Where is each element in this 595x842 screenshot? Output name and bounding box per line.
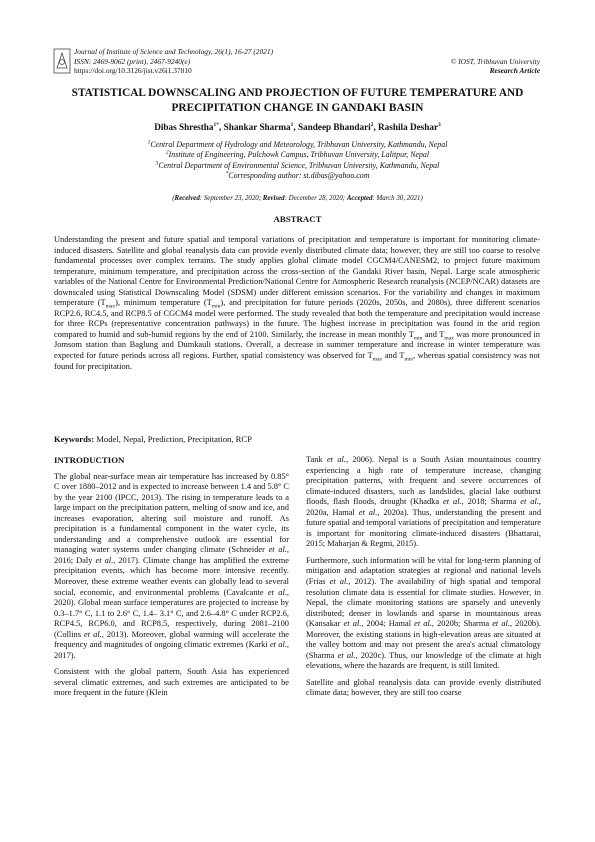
abstract-body — [54, 235, 540, 372]
journal-doi[interactable]: https://doi.org/10.3126/jist.v26i1.37810 — [74, 66, 192, 76]
received-date: September 23, 2020 — [203, 195, 259, 202]
copyright: © IOST, Tribhuvan University — [450, 56, 540, 66]
text-run: , 2017). — [54, 640, 290, 660]
text-run: , 2018; Sharma — [461, 497, 521, 507]
affiliation — [57, 140, 538, 150]
text-run: , 2004; Hamal — [361, 619, 415, 629]
revised-label: Revised — [262, 195, 285, 202]
etal: et al. — [329, 577, 349, 587]
affiliation — [57, 161, 538, 171]
text-run: , 2020c). Thus, our knowledge of the climate at high elevations, where the hazards are frequent, is still limited. — [306, 650, 542, 671]
right-column — [306, 455, 541, 705]
subscript-min: min — [404, 356, 414, 363]
body-paragraph — [306, 556, 541, 672]
affiliation-mark: 2 — [165, 149, 169, 156]
etal: et al. — [343, 619, 362, 629]
body-paragraph — [306, 455, 541, 550]
author-affil-mark: 2 — [370, 121, 374, 128]
received-label: Received — [174, 195, 200, 202]
affiliation-text: Institute of Engineering, Pulchowk Campus, Tribhuvan University, Lalitpur, Nepal — [168, 150, 430, 160]
article-dates: (Received: September 23, 2020; Revised: December 28, 2020; Accepted: March 30, 2021) — [172, 195, 423, 202]
text-run: , 2020a, Hamal — [306, 497, 542, 517]
abstract-text: Understanding the present and future spatial and temporal variations of precipitation and temperature is important for monitoring climate-induced disasters. Satellite and global reanalysis data can provide evenly distributed climate data; however, they are still too coarse to resolve fundamental processes over complex terrains. The study applies global climate model CGCM4/CANESM2, to project future maximum temperature, minimum temperature, and precipitation across the cross-section of the Gandaki River basin, Nepal. Large scale atmospheric variables of the National Centre for Environmental Prediction/National Centre for Atmospheric Research reanalysis (NCEP/NCAR) datasets are downscaled using Statistical Downscaling Model (SDSM) under different emission scenarios. For the variability and changes in maximum temperature (T — [54, 235, 540, 308]
etal: et al. — [95, 555, 114, 565]
text-run: , 2006). Nepal is a South Asian mountainous country experiencing a high rate of temperature increase, changing precipitation patterns, with frequent and severe occurrences of climate-induced disasters, such as landslides, glacial lake outburst floods, flash floods, drought (Khadka — [306, 455, 542, 507]
etal: et al. — [337, 650, 356, 660]
left-column — [54, 455, 289, 705]
abstract-text: and T — [382, 351, 405, 361]
subscript-max: max — [444, 335, 454, 342]
affiliation-text: Central Department of Hydrology and Meteorology, Tribhuvan University, Kathmandu, Nepal — [150, 140, 448, 149]
text-run: Furthermore, such information will be vital for long-term planning of mitigation and adaptation strategies at regional and national levels (Frias — [306, 555, 541, 587]
author-name: Shankar Sharma — [223, 122, 291, 132]
keywords-list: Model, Nepal, Prediction, Precipitation, RCP — [94, 434, 252, 444]
introduction-heading: INTRODUCTION — [54, 455, 125, 465]
text-run: , 2017). Climate change has amplified the extreme precipitation events, which has become more intensive recently. Moreover, these extreme weather events can globally lead to several social, economic, and environmental problems (Cavalcante — [54, 555, 290, 597]
journal-volume: , 26(1), 16-27 (2021) — [210, 47, 274, 56]
text-run: , 2020b; Sharma — [431, 619, 493, 629]
text-run: , 2020a). Thus, understanding the present and future spatial and temporal variations of precipitation and temperature is important for monitoring climate-induced disasters (Bhattarai, 2015; Maharjan & Regmi, 2015). — [306, 507, 542, 549]
author-name: Rashila Deshar — [378, 122, 439, 132]
abstract-text: ), and precipitation for future periods (2020s, 2050s, and 2080s), three different scenarios RCP2.6, RC4.5, and RCP8.5 of CGCM4 model were performed. The study revealed that both the temperature and precipitation would increase for three RCPs (representative concentration pathways) in the future. The highest increase in precipitation was found in the arid region compared to humid and sub-humid regions by the end of 2100. Similarly, the increase in mean monthly T — [54, 298, 540, 339]
accepted-label: Accepted — [346, 195, 373, 202]
etal: et al. — [84, 629, 102, 639]
subscript-max: max — [105, 303, 116, 310]
text-run: Tank — [306, 455, 327, 464]
affiliations — [57, 140, 538, 182]
journal-name: Journal of Institute of Science and Technology — [74, 47, 211, 56]
etal: et al. — [492, 619, 510, 629]
body-paragraph — [54, 472, 289, 662]
subscript-min: min — [413, 335, 423, 342]
author-affil-mark: 1* — [213, 121, 220, 128]
abstract-text: ), minimum temperature (T — [115, 298, 212, 308]
etal: et al. — [520, 497, 539, 507]
text-run: , 2020b). Moreover, the existing stations in high-elevation areas are situated at the valley bottom and may not present the area's actual climatology (Sharma — [306, 619, 541, 660]
article-type: Research Article — [489, 66, 540, 76]
abstract-text: was more pronounced in Jomsom station than Baglung and Dumkauli stations. Overall, a decrease in summer temperature and increase in winter temperature was expected for future periods across all regions. Further, spatial consistency was observed for T — [54, 329, 540, 361]
affiliation-text: Central Department of Environmental Science, Tribhuvan University, Kathmandu, Nepal — [158, 160, 440, 170]
affiliation-mark: * — [225, 170, 229, 177]
etal: et al. — [326, 455, 346, 464]
revised-date: December 28, 2020 — [288, 195, 343, 202]
journal-header-right — [340, 57, 540, 76]
affiliation-mark: 3 — [155, 160, 159, 167]
author-name: Sandeep Bhandari — [297, 122, 371, 132]
subscript-min: min — [211, 303, 221, 310]
abstract-heading: ABSTRACT — [273, 214, 322, 224]
etal: et al. — [267, 587, 287, 597]
abstract-text: and T — [422, 329, 445, 339]
body-paragraph: Consistent with the global pattern, South Asia has experienced several climatic extremes, and such extremes are anticipated to be more frequent in the future (Klein — [54, 667, 289, 698]
author-list: Dibas Shrestha$^{1*}$, Shankar Sharma$^1$, Sandeep Bhandari$^2$, Rashila Deshar$^3$ — [154, 121, 441, 132]
keywords — [54, 434, 540, 444]
accepted-date: March 30, 2021 — [376, 195, 421, 202]
text-run: The global near-surface mean air temperature has increased by 0.85° C over 1880–2012 and is expected to increase between 1.4 and 5.8° C by the year 2100 (IPCC, 2013). The rising in temperature leads to a large impact on the precipitation pattern, melting of snow and ice, and increases evaporation, altering soil moisture and runoff. As precipitation is a fundamental component in the water cycle, its understanding and a comprehensive outlook are essential for managing water systems under changing climate (Schneider — [54, 471, 289, 555]
text-run: , 2013). Moreover, global warming will accelerate the frequency and magnitudes of ongoing climatic extremes (Karki — [54, 629, 289, 650]
etal: et al. — [269, 640, 287, 650]
journal-header-left — [74, 47, 374, 76]
affiliation — [57, 150, 538, 160]
etal: et al. — [414, 619, 432, 629]
abstract-text: , whereas spatial consistency was not found for precipitation. — [54, 351, 540, 371]
text-run: , 2016; Daly — [54, 545, 289, 565]
affiliation-mark: 1 — [147, 139, 151, 146]
text-run: , 2012). The availability of high spatial and temporal resolution climate data is essential for climate studies. However, in Nepal, the climate monitoring stations are sparsely and unevenly distributed; denser in lowlands and sparse in mountainous areas (Kansakar — [306, 577, 541, 629]
etal: et al. — [268, 545, 287, 555]
author-affil-mark: 3 — [438, 121, 441, 128]
body-paragraph: Satellite and global reanalysis data can provide evenly distributed climate data; however, they are still too coarse — [306, 677, 541, 698]
keywords-label: Keywords: — [54, 434, 95, 444]
paper-title: STATISTICAL DOWNSCALING AND PROJECTION OF FUTURE TEMPERATURE AND PRECIPITATION CHANGE IN GANDAKI BASIN — [71, 87, 524, 114]
journal-logo — [53, 48, 71, 74]
text-run: , 2020). Global mean surface temperatures are projected to increase by 0.3–1.7° C, 1.1 to 2.6° C, 1.4– 3.1° C, and 2.6–4.8° C under RCP2.6, RCP4.5, RCP6.0, and RCP8.5, respectively, during 2081–2100 (Collins — [54, 587, 290, 639]
corresponding-author-text: Corresponding author: st.dibas@yahoo.com — [228, 171, 370, 181]
corresponding-author — [57, 171, 538, 181]
author-affil-mark: 1 — [290, 121, 294, 128]
etal: et al. — [443, 497, 462, 507]
etal: et al. — [358, 507, 378, 517]
journal-issn: ISSN: 2469-9062 (print), 2467-9240(e) — [74, 56, 191, 66]
author-name: Dibas Shrestha — [154, 122, 214, 132]
journal-citation-line — [74, 47, 374, 57]
subscript-max: max — [372, 356, 383, 363]
